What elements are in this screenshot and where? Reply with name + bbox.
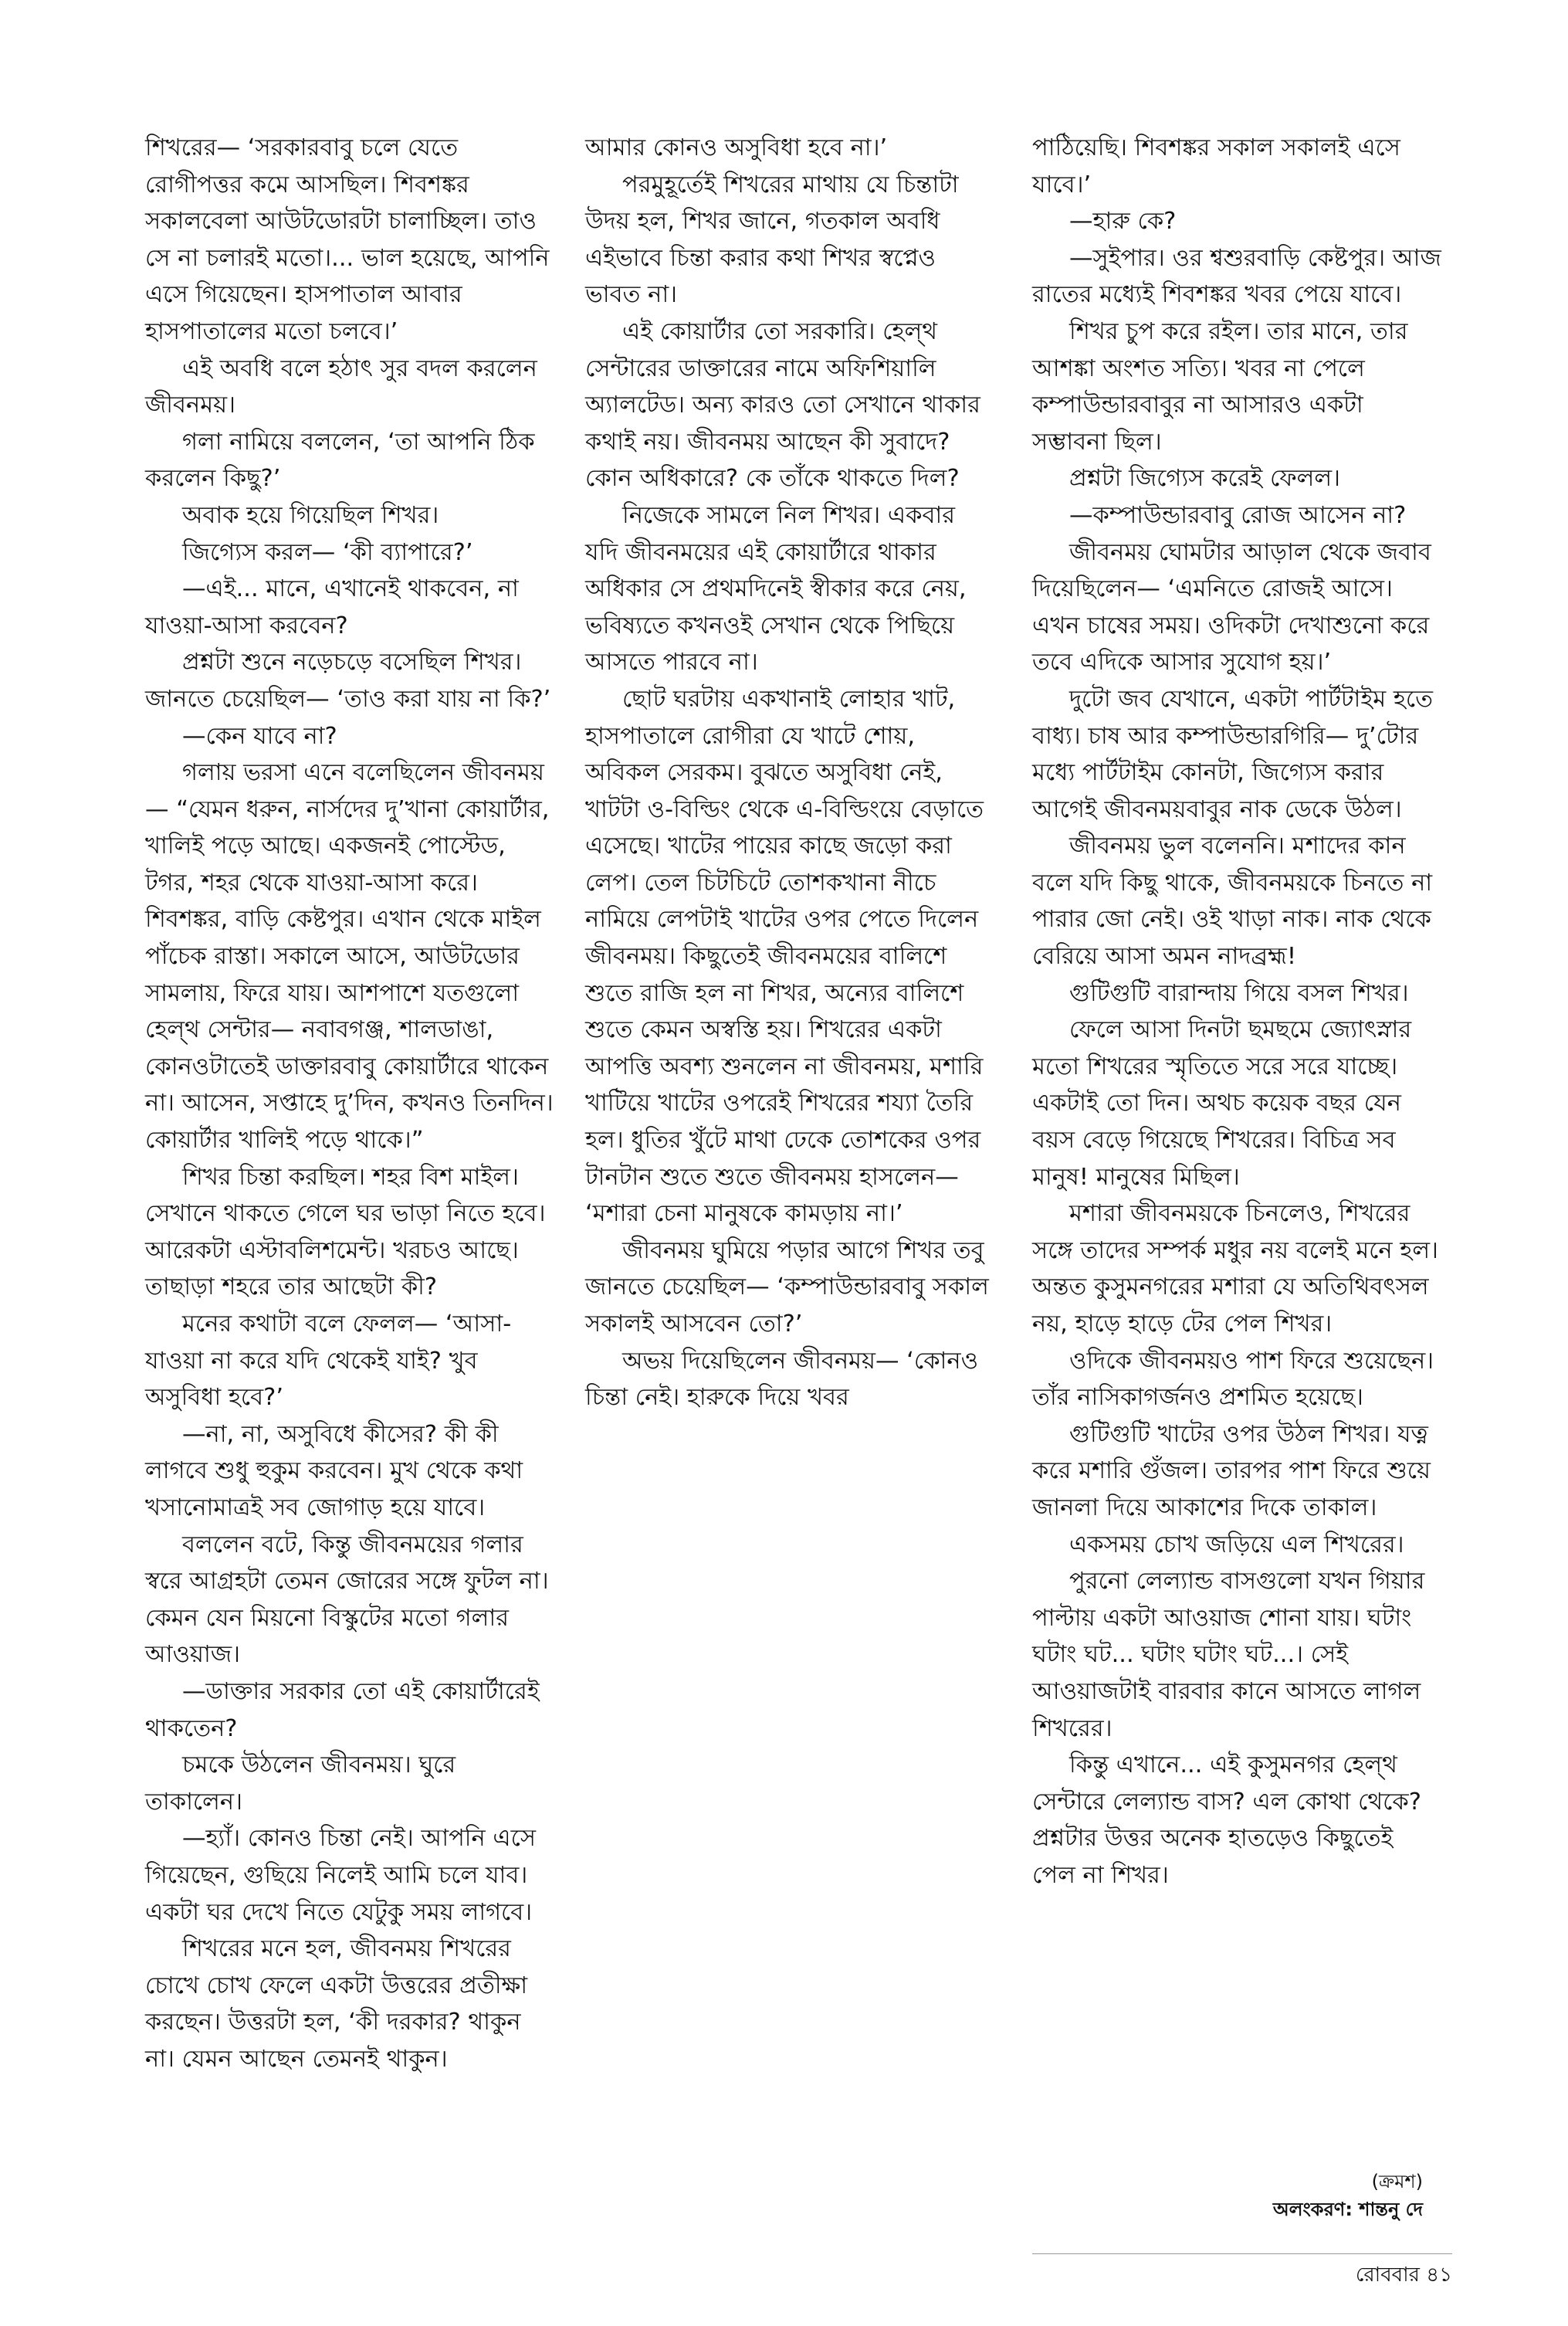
paragraph: শিখরের— ‘সরকারবাবু চলে যেতে রোগীপত্তর কমে আসছিল। শিবশঙ্কর সকালবেলা আউটডোরটা চালাচ্ছিল। তাও সে না চলারই মতো।... ভাল হয়েছে, আপনি এসে গিয়েছেন। হাসপাতাল আবার হাসপাতালের মতো চলবে।’: [145, 134, 550, 345]
paragraph: গুটিগুটি বারান্দায় গিয়ে বসল শিখর।: [1069, 979, 1409, 1007]
paragraph: শিখরের মনে হল, জীবনময় শিখরের চোখে চোখ ফেলে একটা উত্তরের প্রতীক্ষা করছেন। উত্তরটা হল, ‘কী দরকার? থাকুন না। যেমন আছেন তেমনই থাকুন।: [145, 1935, 528, 2073]
paragraph: ওদিকে জীবনময়ও পাশ ফিরে শুয়েছেন। তাঁর নাসিকাগর্জনও প্রশমিত হয়েছে।: [1032, 1347, 1434, 1412]
paragraph: গলা নামিয়ে বললেন, ‘তা আপনি ঠিক করলেন কিছু?’: [145, 428, 535, 493]
text-column-3: [1032, 130, 1441, 1894]
paragraph: বললেন বটে, কিন্তু জীবনময়ের গলার স্বরে আগ্রহটা তেমন জোরের সঙ্গে ফুটল না। কেমন যেন মিয়নো বিস্কুটের মতো গলার আওয়াজ।: [145, 1531, 549, 1669]
paragraph: আমার কোনও অসুবিধা হবে না।’: [585, 134, 888, 161]
paragraph: জীবনময় ভুল বলেননি। মশাদের কান বলে যদি কিছু থাকে, জীবনময়কে চিনতে না পারার জো নেই। ওই খাড়া নাক। নাক থেকে বেরিয়ে আসা অমন নাদব্রহ্ম!: [1032, 832, 1433, 971]
paragraph: অবাক হয়ে গিয়েছিল শিখর।: [182, 501, 439, 529]
paragraph: গলায় ভরসা এনে বলেছিলেন জীবনময়— “যেমন ধরুন, নার্সদের দু’খানা কোয়ার্টার, খালিই পড়ে আছে। একজনই পোস্টেড, টগর, শহর থেকে যাওয়া-আসা করে। শিবশঙ্কর, বাড়ি কেষ্টপুর। এখান থেকে মাইল পাঁচেক রাস্তা। সকালে আসে, আউটডোর সামলায়, ফিরে যায়। আশপাশে যতগুলো হেল্‌থ সেন্টার— নবাবগঞ্জ, শালডাঙা, কোনওটাতেই ডাক্তারবাবু কোয়ার্টারে থাকেন না। আসেন, সপ্তাহে দু’দিন, কখনও তিনদিন। কোয়ার্টার খালিই পড়ে থাকে।”: [145, 759, 554, 1155]
paragraph: —কেন যাবে না?: [182, 722, 337, 750]
text-column-2: [585, 130, 994, 1416]
paragraph: —সুইপার। ওর শ্বশুরবাড়ি কেষ্টপুর। আজ রাতের মধ্যেই শিবশঙ্কর খবর পেয়ে যাবে।: [1032, 244, 1441, 309]
paragraph: প্রশ্নটা জিগ্যেস করেই ফেলল।: [1069, 465, 1341, 493]
paragraph: এই অবধি বলে হঠাৎ সুর বদল করলেন জীবনময়।: [145, 354, 537, 419]
paragraph: নিজেকে সামলে নিল শিখর। একবার যদি জীবনময়ের এই কোয়ার্টারে থাকার অধিকার সে প্রথমদিনেই স্বীকার করে নেয়, ভবিষ্যতে কখনওই সেখান থেকে পিছিয়ে আসতে পারবে না।: [585, 501, 967, 676]
page-footer: রোববার ৪১: [1355, 2263, 1452, 2287]
paragraph: মনের কথাটা বলে ফেলল— ‘আসা-যাওয়া না করে যদি থেকেই যাই? খুব অসুবিধা হবে?’: [145, 1310, 512, 1412]
paragraph: —এই... মানে, এখানেই থাকবেন, না যাওয়া-আসা করবেন?: [145, 575, 519, 639]
paragraph: পাঠিয়েছি। শিবশঙ্কর সকাল সকালই এসে যাবে।’: [1032, 134, 1400, 198]
paragraph: —হারু কে?: [1069, 208, 1177, 236]
paragraph: চমকে উঠলেন জীবনময়। ঘুরে তাকালেন।: [145, 1751, 456, 1816]
paragraph: কিন্তু এখানে... এই কুসুমনগর হেল্‌থ সেন্টারে লেল্যান্ড বাস? এল কোথা থেকে? প্রশ্নটার উত্তর অনেক হাতড়েও কিছুতেই পেল না শিখর।: [1032, 1751, 1421, 1889]
paragraph: অভয় দিয়েছিলেন জীবনময়— ‘কোনও চিন্তা নেই। হারুকে দিয়ে খবর: [585, 1347, 979, 1412]
paragraph: গুটিগুটি খাটের ওপর উঠল শিখর। যত্ন করে মশারি গুঁজল। তারপর পাশ ফিরে শুয়ে জানলা দিয়ে আকাশের দিকে তাকাল।: [1032, 1420, 1431, 1521]
paragraph: জীবনময় ঘুমিয়ে পড়ার আগে শিখর তবু জানতে চেয়েছিল— ‘কম্পাউন্ডারবাবু সকাল সকালই আসবেন তো?’: [585, 1236, 989, 1338]
paragraph: ছোট ঘরটায় একখানাই লোহার খাট, হাসপাতালে রোগীরা যে খাটে শোয়, অবিকল সেরকম। বুঝতে অসুবিধা নেই, খাটটা ও-বিল্ডিং থেকে এ-বিল্ডিংয়ে বেড়াতে এসেছে। খাটের পায়ের কাছে জড়ো করা লেপ। তেল চিটচিটে তোশকখানা নীচে নামিয়ে লেপটাই খাটের ওপর পেতে দিলেন জীবনময়। কিছুতেই জীবনময়ের বালিশে শুতে রাজি হল না শিখর, অন্যের বালিশে শুতে কেমন অস্বস্তি হয়। শিখরের একটা আপত্তি অবশ্য শুনলেন না জীবনময়, মশারি খাটিয়ে খাটের ওপরেই শিখরের শয্যা তৈরি হল। ধুতির খুঁটে মাথা ঢেকে তোশকের ওপর টানটান শুতে শুতে জীবনময় হাসলেন— ‘মশারা চেনা মানুষকে কামড়ায় না।’: [585, 685, 984, 1228]
paragraph: পুরনো লেল্যান্ড বাসগুলো যখন গিয়ার পাল্টায় একটা আওয়াজ শোনা যায়। ঘটাং ঘটাং ঘট... ঘটাং ঘটাং ঘট...। সেই আওয়াজটাই বারবার কানে আসতে লাগল শিখরের।: [1032, 1568, 1425, 1742]
illustration-credit: অলংকরণ: শান্তনু দে: [1272, 2199, 1423, 2220]
series-note: (ক্রমশ): [1371, 2171, 1423, 2192]
paragraph: শিখর চিন্তা করছিল। শহর বিশ মাইল। সেখানে থাকতে গেলে ঘর ভাড়া নিতে হবে। আরেকটা এস্টাবলিশমেন্ট। খরচও আছে। তাছাড়া শহরে তার আছেটা কী?: [145, 1163, 546, 1301]
paragraph: পরমুহূর্তেই শিখরের মাথায় যে চিন্তাটা উদয় হল, শিখর জানে, গতকাল অবধি এইভাবে চিন্তা করার কথা শিখর স্বপ্নেও ভাবত না।: [585, 171, 959, 309]
paragraph: একসময় চোখ জড়িয়ে এল শিখরের।: [1069, 1531, 1404, 1558]
paragraph: —না, না, অসুবিধে কীসের? কী কী লাগবে শুধু হুকুম করবেন। মুখ থেকে কথা খসানোমাত্রই সব জোগাড় হয়ে যাবে।: [145, 1420, 523, 1521]
paragraph: প্রশ্নটা শুনে নড়েচড়ে বসেছিল শিখর। জানতে চেয়েছিল— ‘তাও করা যায় না কি?’: [145, 649, 551, 713]
paragraph: —হ্যাঁ। কোনও চিন্তা নেই। আপনি এসে গিয়েছেন, গুছিয়ে নিলেই আমি চলে যাব। একটা ঘর দেখে নিতে যেটুকু সময় লাগবে।: [145, 1825, 537, 1926]
paragraph: শিখর চুপ করে রইল। তার মানে, তার আশঙ্কা অংশত সত্যি। খবর না পেলে কম্পাউন্ডারবাবুর না আসারও একটা সম্ভাবনা ছিল।: [1032, 317, 1408, 456]
paragraph: —কম্পাউন্ডারবাবু রোজ আসেন না?: [1069, 501, 1407, 529]
paragraph: এই কোয়ার্টার তো সরকারি। হেল্‌থ সেন্টারের ডাক্তারের নামে অফিশিয়ালি অ্যালটেড। অন্য কারও তো সেখানে থাকার কথাই নয়। জীবনময় আছেন কী সুবাদে? কোন অধিকারে? কে তাঁকে থাকতে দিল?: [585, 317, 980, 493]
paragraph: দুটো জব যেখানে, একটা পার্টটাইম হতে বাধ্য। চাষ আর কম্পাউন্ডারগিরি— দু’টোর মধ্যে পার্টটাইম কোনটা, জিগ্যেস করার আগেই জীবনময়বাবুর নাক ডেকে উঠল।: [1032, 685, 1434, 823]
paragraph: —ডাক্তার সরকার তো এই কোয়ার্টারেই থাকতেন?: [145, 1677, 540, 1742]
paragraph: ফেলে আসা দিনটা ছমছমে জ্যোৎস্নার মতো শিখরের স্মৃতিতে সরে সরে যাচ্ছে। একটাই তো দিন। অথচ কয়েক বছর যেন বয়স বেড়ে গিয়েছে শিখরের। বিচিত্র সব মানুষ! মানুষের মিছিল।: [1032, 1016, 1412, 1191]
paragraph: মশারা জীবনময়কে চিনলেও, শিখরের সঙ্গে তাদের সম্পর্ক মধুর নয় বলেই মনে হল। অন্তত কুসুমনগরের মশারা যে অতিথিবৎসল নয়, হাড়ে হাড়ে টের পেল শিখর।: [1032, 1200, 1438, 1338]
text-column-1: [145, 130, 554, 2077]
footer-rule: [1032, 2253, 1452, 2254]
paragraph: জীবনময় ঘোমটার আড়াল থেকে জবাব দিয়েছিলেন— ‘এমনিতে রোজই আসে। এখন চাষের সময়। ওদিকটা দেখাশুনো করে তবে এদিকে আসার সুযোগ হয়।’: [1032, 538, 1431, 676]
paragraph: জিগ্যেস করল— ‘কী ব্যাপারে?’: [182, 538, 473, 566]
